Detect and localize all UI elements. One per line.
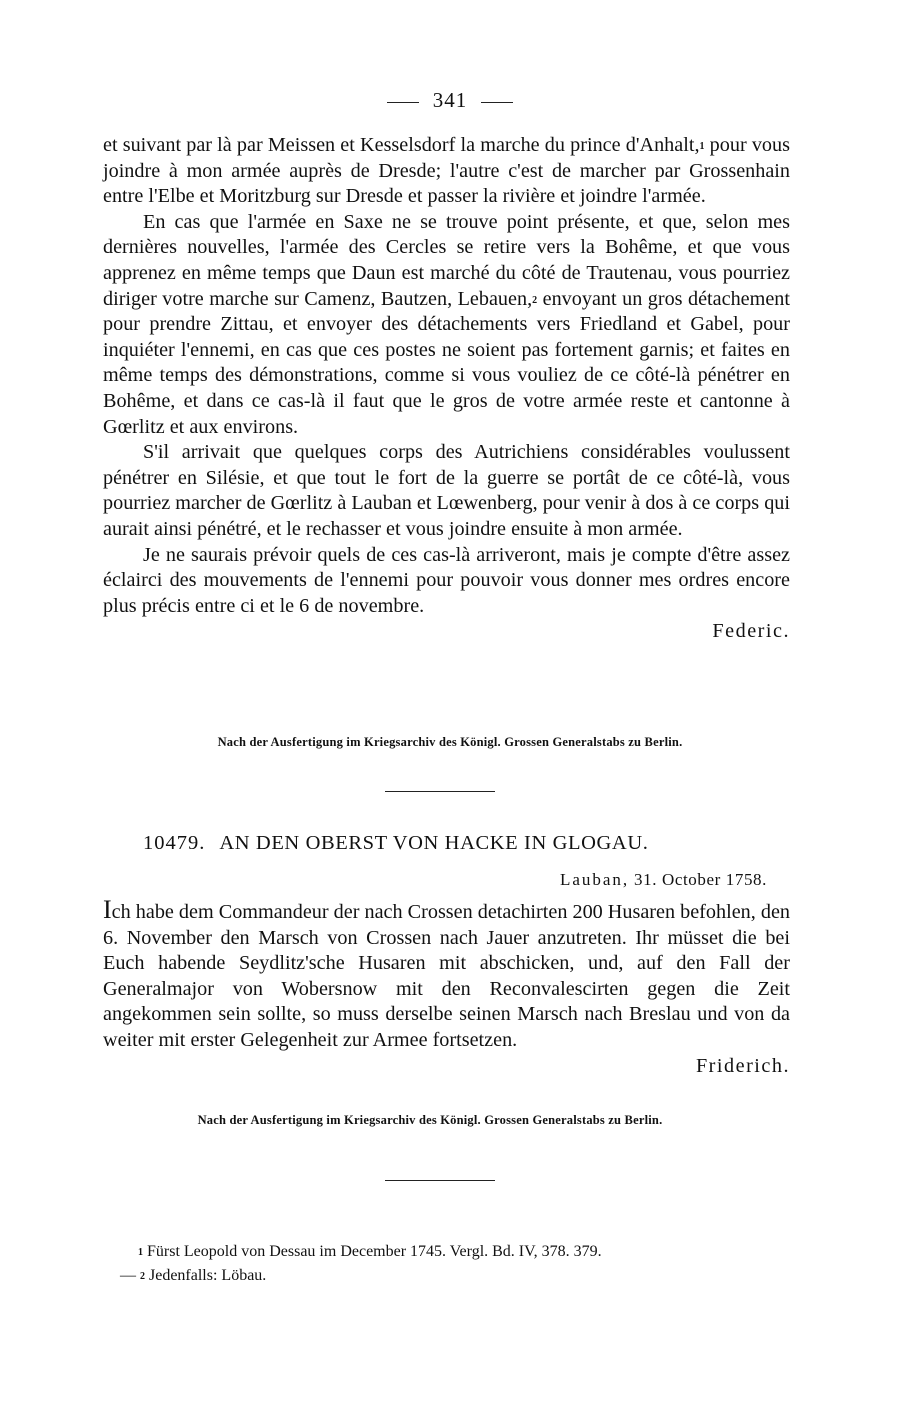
paragraph-text: envoyant un gros détachement pour prendre Zittau, et envoyer des détachements vers Friedland et Gabel, pour inquiéter l'ennemi, en cas que ces postes ne soient pas fortement garnis; et faites en même temps des démonstrations, comme si vous vouliez de ce côté-là pénétrer en Bohême, et dans ce cas-là il faut que le gros de votre armée reste et cantonne à Gœrlitz et aux environs. xyxy=(103,287,791,438)
page-number: 341 xyxy=(432,88,468,112)
paragraph xyxy=(103,210,790,440)
signature: Federic. xyxy=(712,620,790,643)
paragraph xyxy=(103,133,790,210)
footnote xyxy=(120,1240,790,1264)
letter-heading xyxy=(143,832,843,855)
letter-1-body xyxy=(103,133,790,645)
footnote-separator: — xyxy=(120,1267,136,1284)
footnote-mark: 1 xyxy=(138,1247,143,1258)
footnote-text: Jedenfalls: Löbau. xyxy=(149,1267,267,1284)
paragraph-text: En cas que l'armée en Saxe ne se trouve point présente, et que, selon mes dernières nouvelles, l'armée des Cercles se retire vers la Bohême, et que vous apprenez en même temps que Daun est marché du côté de Trautenau, vous pourriez diriger votre marche sur Camenz, Bautzen, Lebauen, xyxy=(103,210,790,310)
initial-letter: I xyxy=(103,895,112,924)
header-dash-right xyxy=(481,102,513,103)
footnote xyxy=(120,1264,790,1288)
footnote-mark: 2 xyxy=(532,294,538,306)
dateline-date: 31. October 1758. xyxy=(634,870,767,889)
section-divider xyxy=(385,791,495,792)
letter-number: 10479. xyxy=(143,832,206,854)
dateline xyxy=(0,870,767,890)
page-header xyxy=(0,88,900,113)
paragraph-text: pour vous joindre à mon armée auprès de Dresde; l'autre c'est de marcher par Grossenhain entre l'Elbe et Moritzburg sur Dresde et passer la rivière et joindre l'armée. xyxy=(103,134,790,208)
source-note: Nach der Ausfertigung im Kriegsarchiv des Königl. Grossen Generalstabs zu Berlin. xyxy=(217,735,683,749)
footnotes xyxy=(120,1240,790,1288)
header-dash-left xyxy=(387,102,419,103)
section-divider xyxy=(385,1180,495,1181)
footnote-text: Fürst Leopold von Dessau im December 1745. Vergl. Bd. IV, 378. 379. xyxy=(147,1243,602,1260)
signature: Friderich. xyxy=(695,1054,790,1077)
letter-title: AN DEN OBERST VON HACKE IN GLOGAU. xyxy=(219,832,649,854)
footnote-mark: 2 xyxy=(140,1271,145,1282)
paragraph-text: et suivant par là par Meissen et Kesselsdorf la marche du prince d'Anhalt, xyxy=(103,134,700,156)
letter-2-body xyxy=(103,895,790,1079)
paragraph: Je ne saurais prévoir quels de ces cas-là arriveront, mais je compte d'être assez éclairci des mouvements de l'ennemi pour pouvoir vous donner mes ordres encore plus précis entre ci et le 6 de novembre. xyxy=(103,543,790,617)
source-note: Nach der Ausfertigung im Kriegsarchiv des Königl. Grossen Generalstabs zu Berlin. xyxy=(197,1113,663,1127)
footnote-mark: 1 xyxy=(699,141,705,152)
dateline-place: Lauban, xyxy=(559,870,630,889)
paragraph-text: ch habe dem Commandeur der nach Crossen detachirten 200 Husaren befohlen, den 6. November den Marsch von Crossen nach Jauer anzutreten. Ihr müsset die bei Euch habende Seydlitz'sche Husaren mit abschicken, und, auf den Fall der Generalmajor von Wobersnow mit den Reconvalescirten gegen die Zeit angekommen sein sollte, so muss derselbe seinen Marsch nach Breslau und von da weiter mit erster Gelegenheit zur Armee fortsetzen. xyxy=(103,901,790,1051)
paragraph: S'il arrivait que quelques corps des Autrichiens considérables voulussent pénétrer en Silésie, et que tout le fort de la guerre se portât de ce côté-là, vous pourriez marcher de Gœrlitz à Lauban et Lœwenberg, pour venir à dos à ce corps qui aurait ainsi pénétré, et le rechasser et vous joindre ensuite à mon armée. xyxy=(103,441,790,540)
paragraph xyxy=(103,895,790,1054)
